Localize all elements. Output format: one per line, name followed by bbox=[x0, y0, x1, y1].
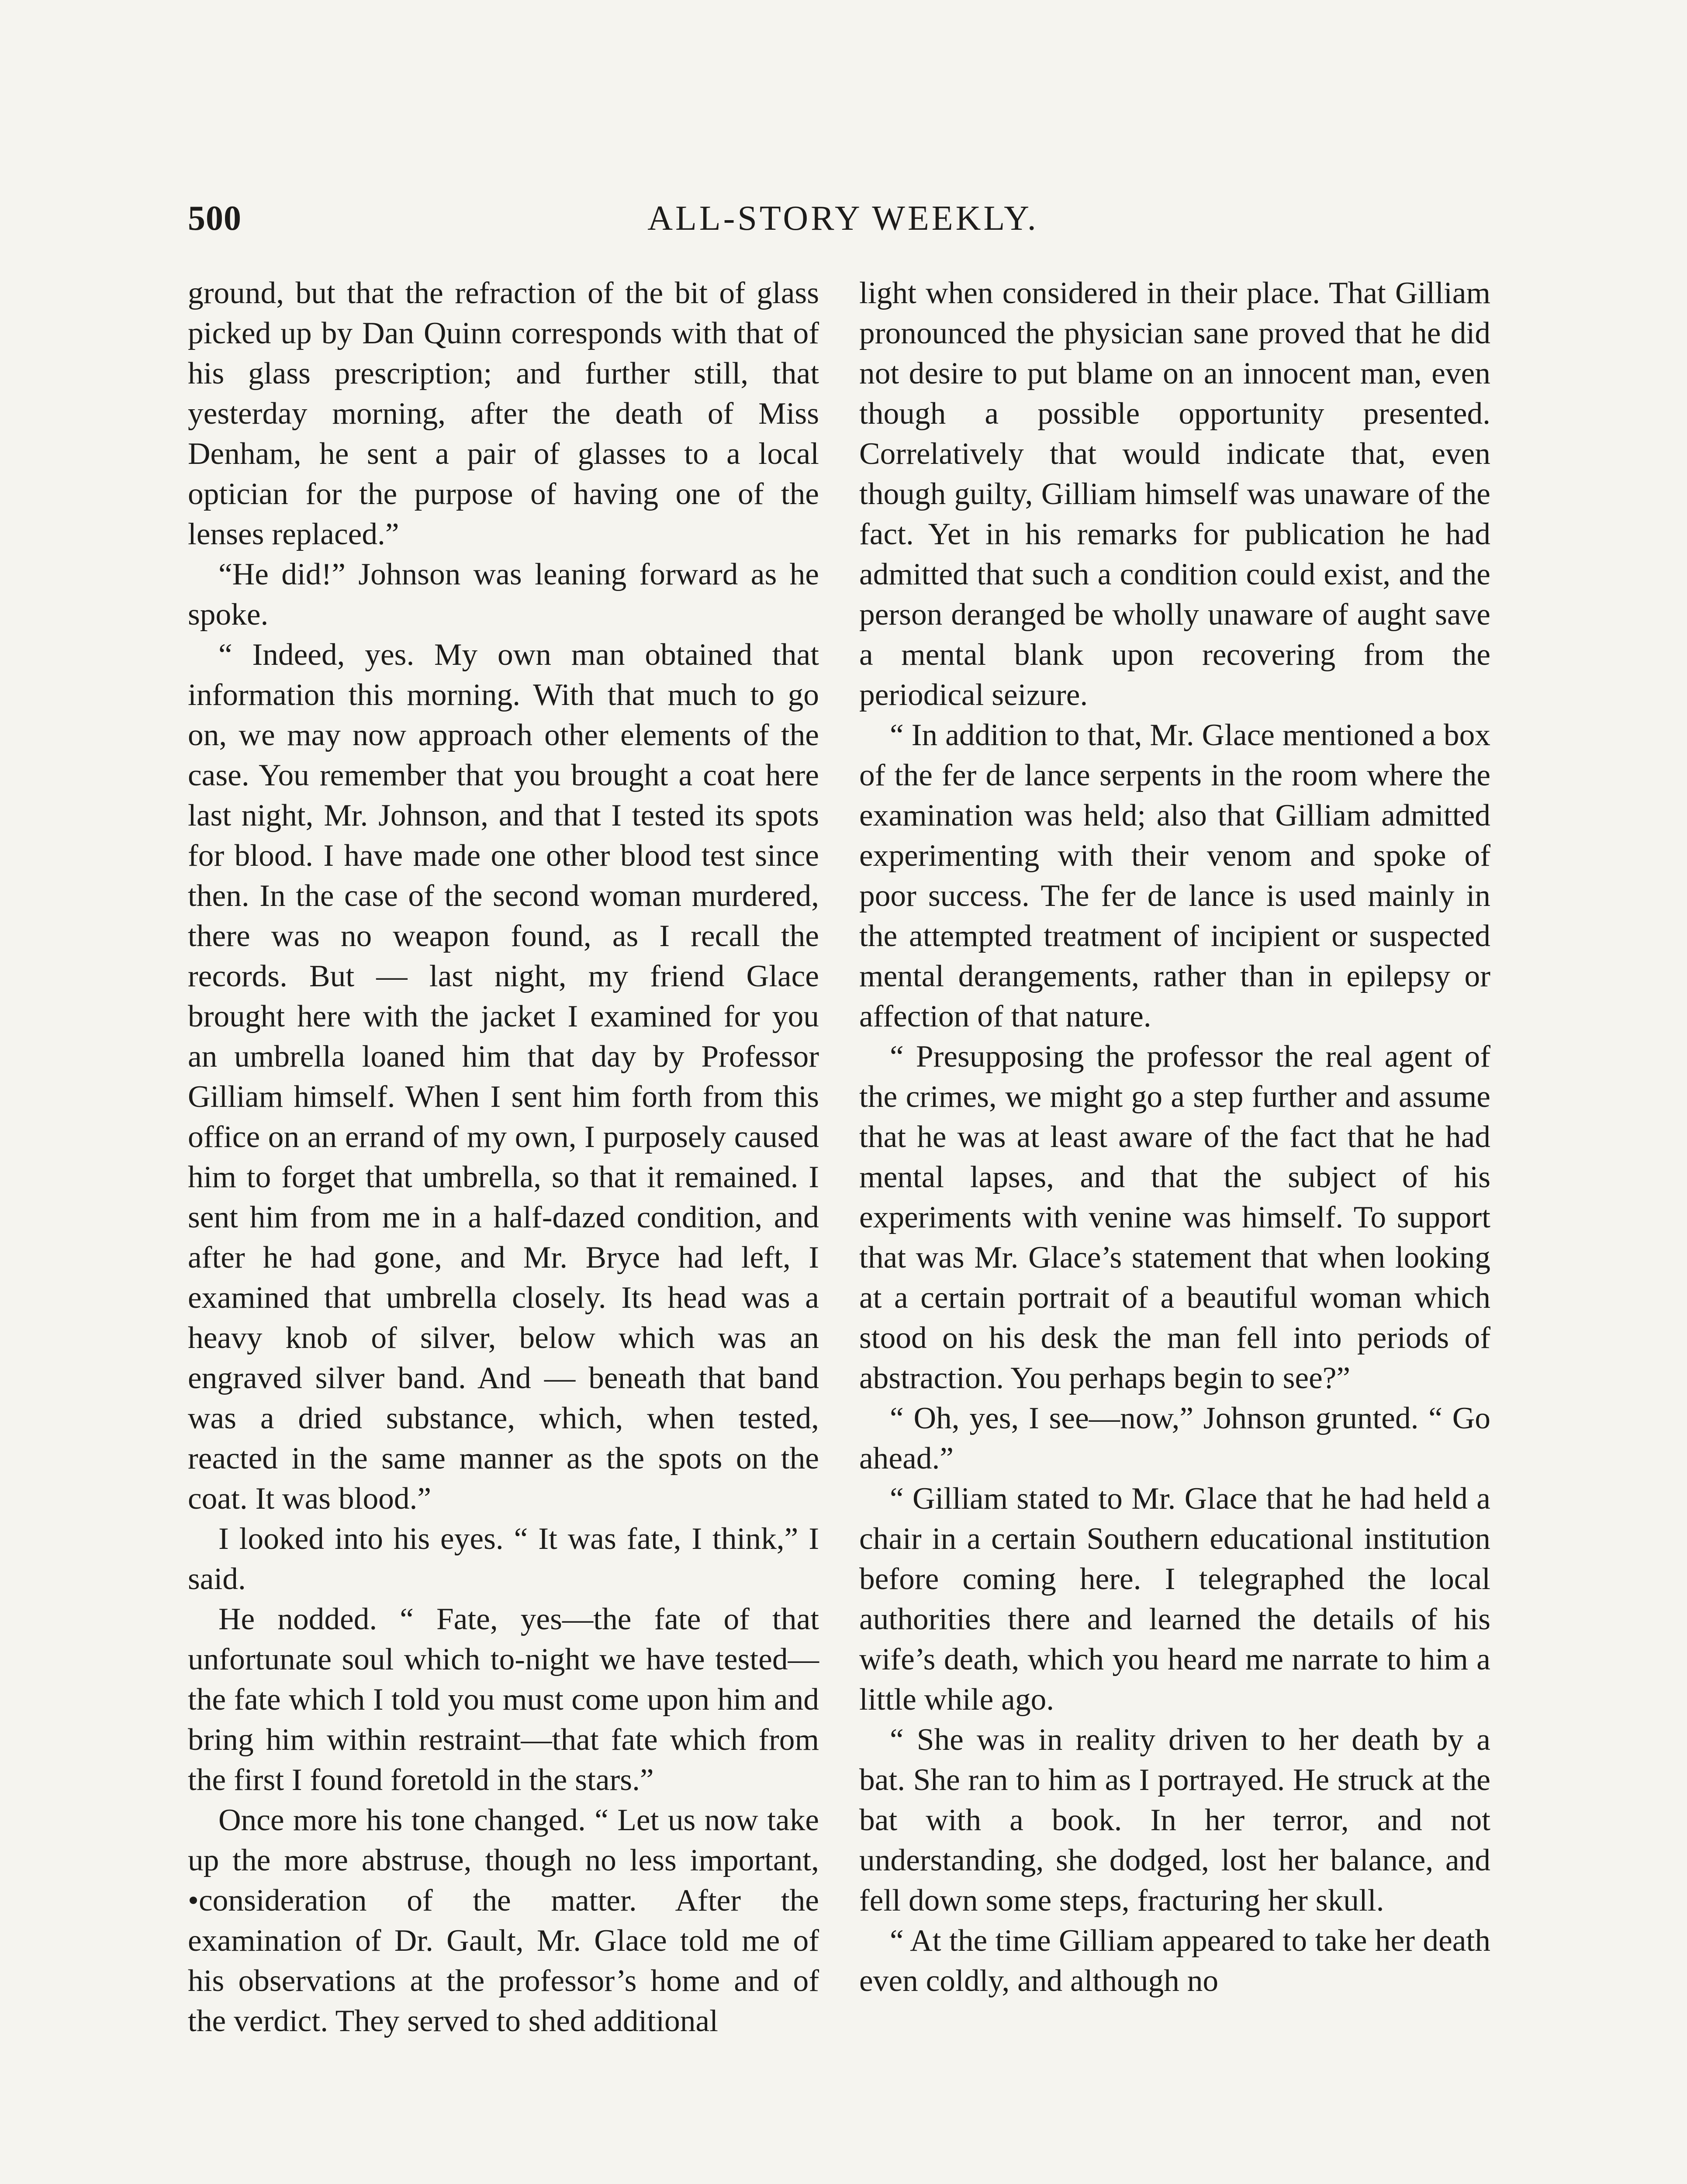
paragraph: I looked into his eyes. “ It was fate, I think,” I said. bbox=[188, 1521, 819, 1596]
paragraph: “ At the time Gilliam appeared to take her death even coldly, and although no bbox=[859, 1923, 1490, 1998]
paragraph: “ Oh, yes, I see—now,” Johnson grunted. “ Go ahead.” bbox=[859, 1401, 1490, 1476]
paragraph: “ In addition to that, Mr. Glace mentioned a box of the fer de lance serpents in the room where the examination was held; also that Gilliam admitted experimenting with their venom and spoke of poor success. The fer de lance is used mainly in the attempted treatment of incipient or suspected mental derangements, rather than in epilepsy or affection of that nature. bbox=[859, 718, 1490, 1033]
left-column bbox=[188, 273, 819, 2041]
paragraph: ground, but that the refraction of the bit of glass picked up by Dan Quinn corresponds with that of his glass prescription; and further still, that yesterday morning, after the death of Miss Denham, he sent a pair of glasses to a local optician for the purpose of having one of the lenses replaced.” bbox=[188, 276, 819, 551]
right-column bbox=[859, 273, 1490, 2001]
paragraph: “ Gilliam stated to Mr. Glace that he had held a chair in a certain Southern educational institution before coming here. I telegraphed the local authorities there and learned the details of his wife’s death, which you heard me narrate to him a little while ago. bbox=[859, 1481, 1490, 1717]
paragraph: light when considered in their place. That Gilliam pronounced the physician sane proved that he did not desire to put blame on an innocent man, even though a possible opportunity presented. Correlatively that would indicate that, even though guilty, Gilliam himself was unaware of the fact. Yet in his remarks for publication he had admitted that such a condition could exist, and the person deranged be wholly unaware of aught save a mental blank upon recovering from the periodical seizure. bbox=[859, 276, 1490, 712]
paragraph: He nodded. “ Fate, yes—the fate of that unfortunate soul which to-night we have tested—the fate which I told you must come upon him and bring him within restraint—that fate which from the first I found foretold in the stars.” bbox=[188, 1602, 819, 1797]
paragraph: Once more his tone changed. “ Let us now take up the more abstruse, though no less important, •consideration of the matter. After the examination of Dr. Gault, Mr. Glace told me of his observations at the professor’s home and of the verdict. They served to shed additional bbox=[188, 1803, 819, 2038]
page-number: 500 bbox=[188, 199, 242, 238]
paragraph: “ Indeed, yes. My own man obtained that information this morning. With that much to go on, we may now approach other elements of the case. You remember that you brought a coat here last night, Mr. Johnson, and that I tested its spots for blood. I have made one other blood test since then. In the case of the second woman murdered, there was no weapon found, as I recall the records. But — last night, my friend Glace brought here with the jacket I examined for you an umbrella loaned him that day by Professor Gilliam himself. When I sent him forth from this office on an errand of my own, I purposely caused him to forget that umbrella, so that it remained. I sent him from me in a half-dazed condition, and after he had gone, and Mr. Bryce had left, I examined that umbrella closely. Its head was a heavy knob of silver, below which was an engraved silver band. And — beneath that band was a dried substance, which, when tested, reacted in the same manner as the spots on the coat. It was blood.” bbox=[188, 637, 819, 1516]
page-header bbox=[188, 199, 1498, 251]
paragraph: “He did!” Johnson was leaning forward as he spoke. bbox=[188, 557, 819, 632]
running-head: ALL-STORY WEEKLY. bbox=[647, 199, 1039, 238]
paragraph: “ Presupposing the professor the real agent of the crimes, we might go a step further and assume that he was at least aware of the fact that he had mental lapses, and that the subject of his experiments with venine was himself. To support that was Mr. Glace’s statement that when looking at a certain portrait of a beautiful woman which stood on his desk the man fell into periods of abstraction. You perhaps begin to see?” bbox=[859, 1039, 1490, 1395]
paragraph: “ She was in reality driven to her death by a bat. She ran to him as I portrayed. He struck at the bat with a book. In her terror, and not understanding, she dodged, lost her balance, and fell down some steps, fracturing her skull. bbox=[859, 1722, 1490, 1918]
